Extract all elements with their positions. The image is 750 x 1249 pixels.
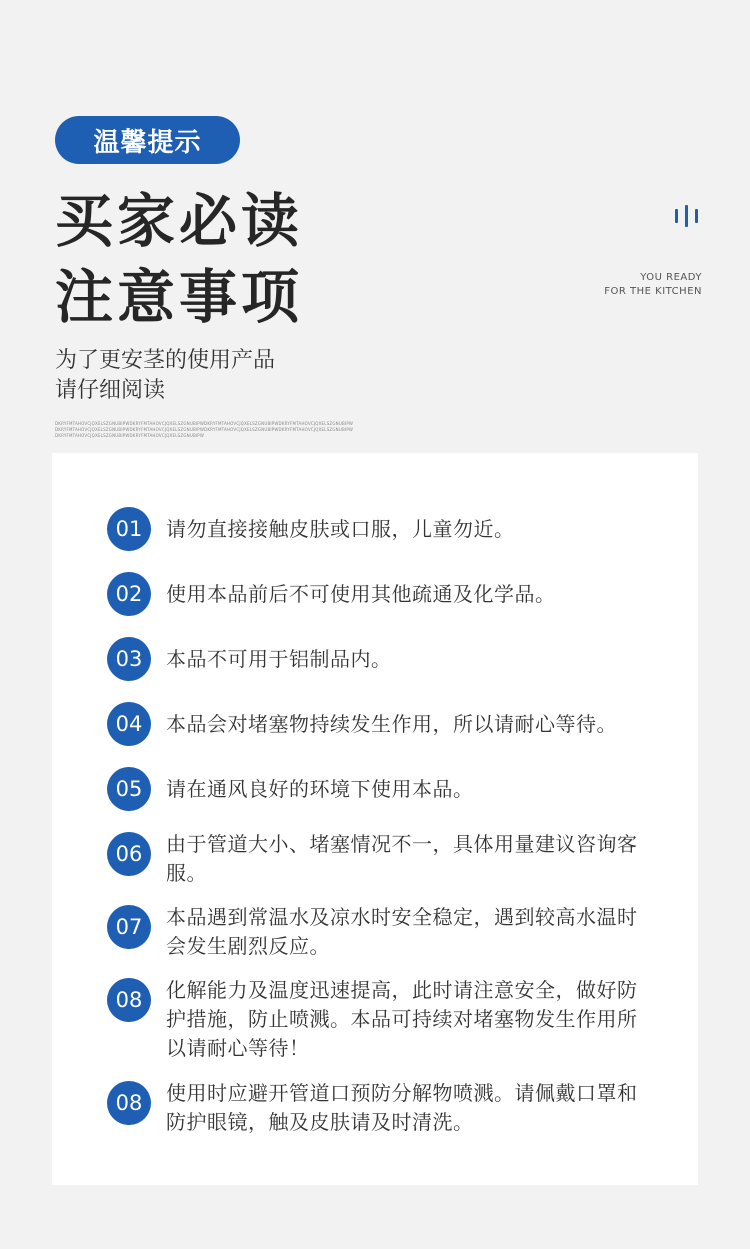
list-item [107, 572, 647, 616]
item-number-badge: 08 [107, 1081, 151, 1125]
item-text: 请在通风良好的环境下使用本品。 [166, 777, 474, 801]
bars-icon [675, 205, 705, 229]
item-text: 本品遇到常温水及凉水时安全稳定，遇到较高水温时会发生剧烈反应。 [166, 905, 638, 958]
item-number-badge: 02 [107, 572, 151, 616]
item-text: 使用本品前后不可使用其他疏通及化学品。 [166, 582, 556, 606]
decorative-fine-print: DKRYFMTAHOVCJQXELSZGNUBIPWDKRYFMTAHOVCJQXELSZGNUBIPWDKRYFMTAHOVCJQXELSZGNUBIPWDKRYFMTAHOVCJQXELSZGNUBIPWDKRYFMTAHOVCJQXELSZGNUBIPWDKRYFMTAHOVCJQXELSZGNUBIPWDKRYFMTAHOVCJQXELSZGNUBIPWDKRYFMTAHOVCJQXELSZGNUBIPWDKRYFMTAHOVCJQXELSZGNUBIPWDKRYFMTAHOVCJQXELSZGNUBIPW [55, 421, 354, 438]
item-number-badge: 01 [107, 507, 151, 551]
item-text: 本品不可用于铝制品内。 [166, 647, 392, 671]
item-number-badge: 07 [107, 905, 151, 949]
list-item [107, 976, 647, 1063]
list-item [107, 830, 647, 888]
item-text: 请勿直接接触皮肤或口服，儿童勿近。 [166, 517, 515, 541]
item-text: 使用时应避开管道口预防分解物喷溅。请佩戴口罩和防护眼镜，触及皮肤请及时清洗。 [166, 1081, 638, 1134]
subtitle-line1: 为了更安茎的使用产品 [55, 348, 276, 373]
page-title-line1: 买家必读 [55, 187, 304, 255]
subtitle-line2: 请仔细阅读 [55, 378, 166, 403]
list-item [107, 702, 647, 746]
tagline-line1: YOU READY [640, 272, 702, 283]
list-item [107, 903, 647, 961]
page-title-line2: 注意事项 [55, 263, 304, 331]
item-number-badge: 08 [107, 978, 151, 1022]
item-number-badge: 05 [107, 767, 151, 811]
tips-badge: 温馨提示 [55, 116, 240, 164]
item-number-badge: 03 [107, 637, 151, 681]
list-item [107, 507, 647, 551]
item-number-badge: 06 [107, 832, 151, 876]
item-text: 化解能力及温度迅速提高，此时请注意安全，做好防护措施，防止喷溅。本品可持续对堵塞物发生作用所以请耐心等待！ [166, 978, 638, 1060]
item-text: 本品会对堵塞物持续发生作用，所以请耐心等待。 [166, 712, 617, 736]
tagline-line2: FOR THE KITCHEN [604, 286, 702, 297]
list-item [107, 767, 647, 811]
notice-card [52, 453, 698, 1185]
list-item [107, 1079, 647, 1137]
list-item [107, 637, 647, 681]
item-number-badge: 04 [107, 702, 151, 746]
item-text: 由于管道大小、堵塞情况不一，具体用量建议咨询客服。 [166, 832, 638, 885]
